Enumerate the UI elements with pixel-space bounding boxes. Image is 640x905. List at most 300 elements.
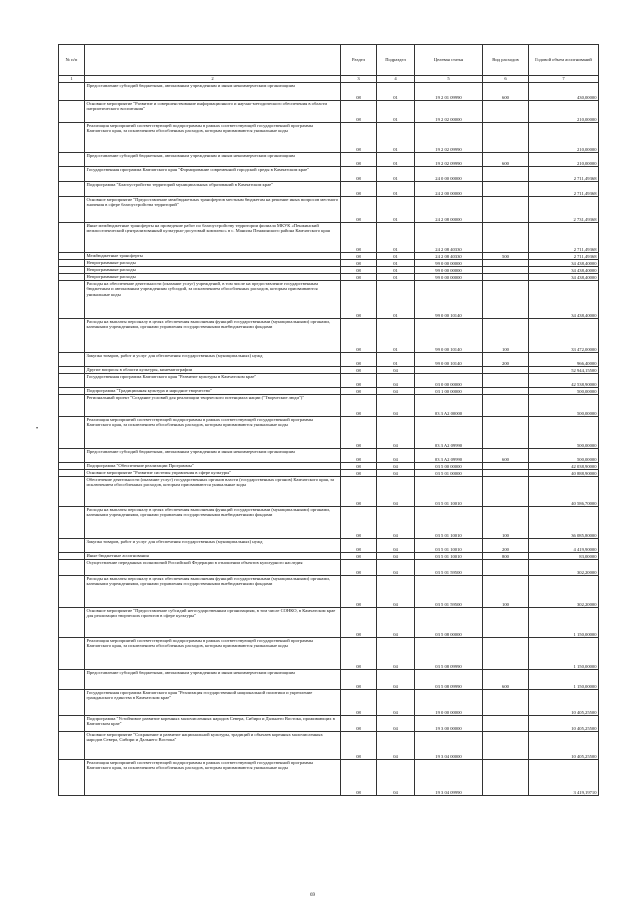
row-amount-cell: 3 419,19710	[529, 760, 599, 796]
row-podrazdel-cell: 04	[377, 470, 415, 477]
row-name-cell: Закупка товаров, работ и услуг для обеспечения государственных (муниципальных) нужд	[85, 539, 341, 553]
row-target-article-cell: 03 3 A2 00000	[415, 395, 483, 417]
row-podrazdel-cell: 01	[377, 267, 415, 274]
row-index-cell	[59, 374, 85, 388]
row-target-article-cell: 24 2 00 00000	[415, 182, 483, 197]
row-name-cell: Расходы на выплаты персоналу в целях обеспечения выполнения функций государственными (муниципальными) органами, казенными учреждениями, органами управления государственными внебюджетными фондами	[85, 507, 341, 539]
row-amount-cell: 33 472,00000	[529, 319, 599, 353]
row-amount-cell: 1 150,00000	[529, 670, 599, 690]
row-name-cell: Предоставление субсидий бюджетным, автономным учреждениям и иным некоммерческим организациям	[85, 670, 341, 690]
row-razdel-cell: 08	[341, 449, 377, 463]
row-amount-cell: 2 711,49368	[529, 182, 599, 197]
row-expense-type-cell	[483, 182, 529, 197]
table-row	[59, 353, 599, 367]
row-target-article-cell: 03 1 00 00000	[415, 388, 483, 395]
row-razdel-cell: 08	[341, 388, 377, 395]
row-amount-cell: 2 711,49368	[529, 223, 599, 253]
row-expense-type-cell	[483, 167, 529, 182]
margin-mark: •	[36, 426, 39, 432]
col-number: 4	[377, 76, 415, 83]
row-podrazdel-cell: 04	[377, 388, 415, 395]
row-expense-type-cell: 100	[483, 576, 529, 608]
row-podrazdel-cell: 01	[377, 197, 415, 223]
row-index-cell	[59, 470, 85, 477]
row-expense-type-cell	[483, 690, 529, 716]
row-podrazdel-cell: 04	[377, 507, 415, 539]
row-expense-type-cell	[483, 388, 529, 395]
row-index-cell	[59, 101, 85, 123]
row-index-cell	[59, 167, 85, 182]
row-amount-cell: 34 438,40000	[529, 281, 599, 319]
row-podrazdel-cell: 04	[377, 638, 415, 670]
row-amount-cell: 210,00000	[529, 101, 599, 123]
row-expense-type-cell	[483, 123, 529, 153]
row-podrazdel-cell: 01	[377, 274, 415, 281]
row-target-article-cell: 19 0 00 00000	[415, 690, 483, 716]
row-razdel-cell: 08	[341, 670, 377, 690]
row-index-cell	[59, 388, 85, 395]
row-amount-cell: 1 150,00000	[529, 638, 599, 670]
row-podrazdel-cell: 04	[377, 560, 415, 576]
row-expense-type-cell	[483, 560, 529, 576]
table-row	[59, 449, 599, 463]
row-podrazdel-cell: 04	[377, 539, 415, 553]
row-target-article-cell: 24 2 08 40330	[415, 223, 483, 253]
row-podrazdel-cell: 04	[377, 477, 415, 507]
header-expense-type: Вид расходов	[483, 45, 529, 76]
row-name-cell: Закупка товаров, работ и услуг для обеспечения государственных (муниципальных) нужд	[85, 353, 341, 367]
row-amount-cell: 42 538,90000	[529, 374, 599, 388]
row-razdel-cell: 08	[341, 477, 377, 507]
col-number: 3	[341, 76, 377, 83]
row-amount-cell: 10 405,25500	[529, 690, 599, 716]
row-name-cell: Непрограммные расходы	[85, 274, 341, 281]
row-expense-type-cell	[483, 638, 529, 670]
row-razdel-cell: 08	[341, 353, 377, 367]
row-razdel-cell: 08	[341, 395, 377, 417]
row-expense-type-cell	[483, 477, 529, 507]
table-row	[59, 576, 599, 608]
row-name-cell: Межбюджетные трансферты	[85, 253, 341, 260]
row-podrazdel-cell: 04	[377, 463, 415, 470]
row-amount-cell: 430,00000	[529, 83, 599, 101]
row-target-article-cell: 19 2 02 09990	[415, 153, 483, 167]
row-expense-type-cell	[483, 367, 529, 374]
row-razdel-cell: 08	[341, 507, 377, 539]
row-razdel-cell: 08	[341, 197, 377, 223]
row-amount-cell: 40 888,90000	[529, 470, 599, 477]
row-target-article-cell: 03 5 08 00000	[415, 608, 483, 638]
row-razdel-cell: 08	[341, 463, 377, 470]
row-name-cell: Другие вопросы в области культуры, кинематографии	[85, 367, 341, 374]
row-podrazdel-cell: 04	[377, 449, 415, 463]
row-podrazdel-cell: 01	[377, 319, 415, 353]
table-row	[59, 716, 599, 732]
row-podrazdel-cell: 04	[377, 670, 415, 690]
table-row	[59, 417, 599, 449]
row-expense-type-cell	[483, 101, 529, 123]
row-amount-cell: 302,20000	[529, 576, 599, 608]
row-expense-type-cell	[483, 223, 529, 253]
row-name-cell: Подпрограмма "Благоустройство территорий муниципальных образований в Камчатском крае"	[85, 182, 341, 197]
row-name-cell: Основное мероприятие "Развитие системы управления в сфере культуры"	[85, 470, 341, 477]
row-expense-type-cell: 600	[483, 153, 529, 167]
row-name-cell: Подпрограмма "Устойчивое развитие коренных малочисленных народов Севера, Сибири и Дальнего Востока, проживающих в Камчатском крае"	[85, 716, 341, 732]
row-index-cell	[59, 716, 85, 732]
row-razdel-cell: 08	[341, 223, 377, 253]
row-index-cell	[59, 281, 85, 319]
row-razdel-cell: 08	[341, 260, 377, 267]
row-podrazdel-cell: 04	[377, 732, 415, 760]
table-row	[59, 123, 599, 153]
header-row	[59, 45, 599, 76]
row-amount-cell: 1 150,00000	[529, 608, 599, 638]
col-number: 1	[59, 76, 85, 83]
row-podrazdel-cell: 01	[377, 101, 415, 123]
row-target-article-cell: 03 5 00 00000	[415, 463, 483, 470]
row-podrazdel-cell: 01	[377, 167, 415, 182]
row-index-cell	[59, 395, 85, 417]
row-podrazdel-cell: 01	[377, 123, 415, 153]
row-razdel-cell: 08	[341, 553, 377, 560]
row-name-cell: Реализация мероприятий соответствующей подпрограммы в рамках соответствующей государственной программы Камчатского края, за исключением обособленных расходов, которым присваиваются уникальные коды	[85, 417, 341, 449]
row-amount-cell: 34 438,40000	[529, 274, 599, 281]
row-expense-type-cell	[483, 732, 529, 760]
column-number-row	[59, 76, 599, 83]
row-amount-cell: 500,00000	[529, 395, 599, 417]
row-target-article-cell: 03 5 01 10010	[415, 507, 483, 539]
row-name-cell: Предоставление субсидий бюджетным, автономным учреждениям и иным некоммерческим организациям	[85, 449, 341, 463]
row-expense-type-cell	[483, 608, 529, 638]
row-name-cell: Подпрограмма "Традиционная культура и народное творчество"	[85, 388, 341, 395]
table-row	[59, 374, 599, 388]
table-row	[59, 260, 599, 267]
row-target-article-cell: 03 0 00 00000	[415, 374, 483, 388]
table-row	[59, 182, 599, 197]
table-row	[59, 690, 599, 716]
row-expense-type-cell	[483, 395, 529, 417]
row-razdel-cell: 08	[341, 732, 377, 760]
row-amount-cell: 42 038,90000	[529, 463, 599, 470]
row-razdel-cell: 08	[341, 153, 377, 167]
table-row	[59, 388, 599, 395]
row-name-cell: Реализация мероприятий соответствующей подпрограммы в рамках соответствующей государственной программы Камчатского края, за исключением обособленных расходов, которым присваиваются уникальные коды	[85, 123, 341, 153]
row-index-cell	[59, 367, 85, 374]
table-row	[59, 367, 599, 374]
row-razdel-cell: 08	[341, 417, 377, 449]
table-row	[59, 638, 599, 670]
row-amount-cell: 10 405,25500	[529, 716, 599, 732]
row-amount-cell: 500,00000	[529, 388, 599, 395]
row-target-article-cell: 03 5 01 10010	[415, 539, 483, 553]
row-index-cell	[59, 123, 85, 153]
table-row	[59, 197, 599, 223]
row-name-cell: Осуществление переданных полномочий Российской Федерации в отношении объектов культурного наследия	[85, 560, 341, 576]
header-num: № п/п	[59, 45, 85, 76]
row-razdel-cell: 08	[341, 281, 377, 319]
row-index-cell	[59, 253, 85, 260]
col-number: 5	[415, 76, 483, 83]
row-expense-type-cell: 600	[483, 449, 529, 463]
table-row	[59, 760, 599, 796]
row-target-article-cell: 19 2 02 09990	[415, 123, 483, 153]
table-row	[59, 153, 599, 167]
row-target-article-cell: 19 2 01 09990	[415, 83, 483, 101]
row-target-article-cell: 99 0 00 10140	[415, 319, 483, 353]
row-index-cell	[59, 507, 85, 539]
row-podrazdel-cell: 01	[377, 182, 415, 197]
row-podrazdel-cell: 04	[377, 690, 415, 716]
row-target-article-cell: 03 5 01 10010	[415, 553, 483, 560]
row-podrazdel-cell: 04	[377, 608, 415, 638]
table-row	[59, 560, 599, 576]
row-target-article-cell: 19 3 04 00000	[415, 732, 483, 760]
row-podrazdel-cell: 04	[377, 760, 415, 796]
table-row	[59, 477, 599, 507]
row-razdel-cell: 08	[341, 539, 377, 553]
row-target-article-cell: 99 0 00 00000	[415, 260, 483, 267]
row-name-cell: Расходы на обеспечение деятельности (оказание услуг) учреждений, в том числе на предоставление государственным бюджетным и автономным учреждениям субсидий, за исключением обособленных расходов, которым присваиваются уникальные коды	[85, 281, 341, 319]
row-podrazdel-cell: 04	[377, 395, 415, 417]
row-target-article-cell: 03 5 01 00000	[415, 470, 483, 477]
row-podrazdel-cell: 04	[377, 367, 415, 374]
row-amount-cell: 2 731,49368	[529, 197, 599, 223]
header-annual-amount: Годовой объем ассигнований	[529, 45, 599, 76]
row-name-cell: Предоставление субсидий бюджетным, автономным учреждениям и иным некоммерческим организациям	[85, 153, 341, 167]
row-index-cell	[59, 670, 85, 690]
row-target-article-cell: 03 3 A2 09990	[415, 417, 483, 449]
row-podrazdel-cell: 04	[377, 417, 415, 449]
row-amount-cell: 966,40000	[529, 353, 599, 367]
row-expense-type-cell: 600	[483, 83, 529, 101]
row-target-article-cell: 03 5 08 09990	[415, 670, 483, 690]
row-target-article-cell: 99 0 00 00000	[415, 267, 483, 274]
table-row	[59, 608, 599, 638]
row-expense-type-cell: 600	[483, 670, 529, 690]
row-index-cell	[59, 760, 85, 796]
table-body	[59, 83, 599, 796]
row-expense-type-cell: 200	[483, 353, 529, 367]
row-target-article-cell: 99 0 00 00000	[415, 274, 483, 281]
row-target-article-cell	[415, 367, 483, 374]
table-row	[59, 253, 599, 260]
row-amount-cell: 52 944,15500	[529, 367, 599, 374]
row-podrazdel-cell: 04	[377, 553, 415, 560]
row-index-cell	[59, 463, 85, 470]
row-name-cell: Реализация мероприятий соответствующей подпрограммы в рамках соответствующей государственной программы Камчатского края, за исключением обособленных расходов, которым присваиваются уникальные коды	[85, 760, 341, 796]
row-name-cell: Предоставление субсидий бюджетным, автономным учреждениям и иным некоммерческим организациям	[85, 83, 341, 101]
budget-table-sheet	[58, 44, 598, 796]
row-index-cell	[59, 690, 85, 716]
row-index-cell	[59, 732, 85, 760]
table-row	[59, 507, 599, 539]
row-name-cell: Расходы на выплаты персоналу в целях обеспечения выполнения функций государственными (муниципальными) органами, казенными учреждениями, органами управления государственными внебюджетными фондами	[85, 576, 341, 608]
row-target-article-cell: 19 2 02 00000	[415, 101, 483, 123]
table-row	[59, 670, 599, 690]
row-amount-cell: 2 711,49368	[529, 167, 599, 182]
row-index-cell	[59, 353, 85, 367]
row-amount-cell: 2 711,49368	[529, 253, 599, 260]
row-razdel-cell: 08	[341, 690, 377, 716]
row-target-article-cell: 24 2 08 40330	[415, 253, 483, 260]
row-name-cell: Основное мероприятие "Развитие и совершенствование информационного и научно-методического обеспечения в области патриотического воспитания"	[85, 101, 341, 123]
table-row	[59, 319, 599, 353]
row-name-cell: Государственная программа Камчатского края "Формирование современной городской среды в Камчатском крае"	[85, 167, 341, 182]
row-index-cell	[59, 417, 85, 449]
row-expense-type-cell: 800	[483, 553, 529, 560]
row-target-article-cell: 24 0 00 00000	[415, 167, 483, 182]
row-amount-cell: 34 438,40000	[529, 260, 599, 267]
page-number: 69	[310, 893, 315, 898]
row-razdel-cell: 08	[341, 319, 377, 353]
row-expense-type-cell	[483, 463, 529, 470]
row-expense-type-cell: 100	[483, 507, 529, 539]
header-podrazdel: Подраздел	[377, 45, 415, 76]
row-razdel-cell: 08	[341, 716, 377, 732]
row-podrazdel-cell: 01	[377, 153, 415, 167]
header-target-article: Целевая статья	[415, 45, 483, 76]
row-name-cell: Основное мероприятие "Сохранение и развитие национальной культуры, традиций и обычаев коренных малочисленных народов Севера, Сибири и Дальнего Востока"	[85, 732, 341, 760]
table-row	[59, 553, 599, 560]
table-row	[59, 167, 599, 182]
row-razdel-cell: 08	[341, 123, 377, 153]
row-razdel-cell: 08	[341, 367, 377, 374]
row-index-cell	[59, 274, 85, 281]
row-razdel-cell: 08	[341, 760, 377, 796]
col-number: 7	[529, 76, 599, 83]
row-index-cell	[59, 153, 85, 167]
row-razdel-cell: 08	[341, 167, 377, 182]
row-name-cell: Расходы на выплаты персоналу в целях обеспечения выполнения функций государственными (муниципальными) органами, казенными учреждениями, органами управления государственными внебюджетными фондами	[85, 319, 341, 353]
row-target-article-cell: 03 5 01 10010	[415, 477, 483, 507]
row-expense-type-cell	[483, 374, 529, 388]
row-target-article-cell: 03 5 08 09990	[415, 638, 483, 670]
row-amount-cell: 36 085,80000	[529, 507, 599, 539]
row-amount-cell: 500,00000	[529, 449, 599, 463]
row-podrazdel-cell: 04	[377, 716, 415, 732]
row-index-cell	[59, 576, 85, 608]
row-name-cell: Региональный проект "Создание условий для реализации творческого потенциала нации ("Творческие люди")"	[85, 395, 341, 417]
row-index-cell	[59, 560, 85, 576]
row-podrazdel-cell: 01	[377, 281, 415, 319]
row-index-cell	[59, 223, 85, 253]
row-expense-type-cell	[483, 274, 529, 281]
row-target-article-cell: 99 0 00 10140	[415, 281, 483, 319]
row-expense-type-cell	[483, 470, 529, 477]
row-index-cell	[59, 197, 85, 223]
row-amount-cell: 34 438,40000	[529, 267, 599, 274]
row-name-cell: Иные межбюджетные трансферты на проведение работ по благоустройству территории филиала МКУК «Пенжинский межпоселенческий централизованный культурно-досуговый комплекс» в с. Манилы Пенжинского района Камчатского края	[85, 223, 341, 253]
row-expense-type-cell	[483, 260, 529, 267]
row-expense-type-cell: 500	[483, 253, 529, 260]
row-amount-cell: 83,00000	[529, 553, 599, 560]
row-index-cell	[59, 477, 85, 507]
row-name-cell: Обеспечение деятельности (оказание услуг) государственных органов власти (государственных органов) Камчатского края, за исключением обособленных расходов, которым присваиваются уникальные коды	[85, 477, 341, 507]
row-index-cell	[59, 83, 85, 101]
row-podrazdel-cell: 04	[377, 374, 415, 388]
row-razdel-cell: 08	[341, 560, 377, 576]
table-row	[59, 470, 599, 477]
row-expense-type-cell	[483, 197, 529, 223]
row-podrazdel-cell: 01	[377, 223, 415, 253]
row-target-article-cell: 03 5 01 59500	[415, 560, 483, 576]
row-razdel-cell: 08	[341, 101, 377, 123]
table-row	[59, 281, 599, 319]
table-row	[59, 395, 599, 417]
row-index-cell	[59, 608, 85, 638]
table-row	[59, 101, 599, 123]
col-number: 6	[483, 76, 529, 83]
row-razdel-cell: 08	[341, 182, 377, 197]
row-expense-type-cell	[483, 417, 529, 449]
row-name-cell: Непрограммные расходы	[85, 267, 341, 274]
row-razdel-cell: 08	[341, 576, 377, 608]
row-razdel-cell: 08	[341, 608, 377, 638]
row-podrazdel-cell: 01	[377, 353, 415, 367]
row-index-cell	[59, 539, 85, 553]
row-index-cell	[59, 553, 85, 560]
row-amount-cell: 210,00000	[529, 153, 599, 167]
row-name-cell: Государственная программа Камчатского края "Развитие культуры в Камчатском крае"	[85, 374, 341, 388]
row-razdel-cell: 08	[341, 267, 377, 274]
row-amount-cell: 210,00000	[529, 123, 599, 153]
table-row	[59, 463, 599, 470]
row-expense-type-cell	[483, 716, 529, 732]
row-target-article-cell: 19 3 00 00000	[415, 716, 483, 732]
row-index-cell	[59, 319, 85, 353]
header-name	[85, 45, 341, 76]
table-row	[59, 732, 599, 760]
header-razdel: Раздел	[341, 45, 377, 76]
row-amount-cell: 302,20000	[529, 560, 599, 576]
row-name-cell: Основное мероприятие "Предоставление межбюджетных трансфертов местным бюджетам на решение иных вопросов местного значения в сфере благоустройства территорий"	[85, 197, 341, 223]
row-index-cell	[59, 260, 85, 267]
col-number: 2	[85, 76, 341, 83]
row-name-cell: Иные бюджетные ассигнования	[85, 553, 341, 560]
row-razdel-cell: 08	[341, 374, 377, 388]
table-row	[59, 83, 599, 101]
row-index-cell	[59, 267, 85, 274]
row-amount-cell: 40 586,70000	[529, 477, 599, 507]
row-target-article-cell: 24 2 08 00000	[415, 197, 483, 223]
row-razdel-cell: 08	[341, 470, 377, 477]
row-podrazdel-cell: 01	[377, 253, 415, 260]
row-razdel-cell: 08	[341, 638, 377, 670]
row-podrazdel-cell: 04	[377, 576, 415, 608]
row-expense-type-cell	[483, 267, 529, 274]
row-name-cell: Государственная программа Камчатского края "Реализация государственной национальной политики и укрепление гражданского единства в Камчатском крае"	[85, 690, 341, 716]
table-row	[59, 267, 599, 274]
row-expense-type-cell	[483, 760, 529, 796]
row-razdel-cell: 08	[341, 274, 377, 281]
row-name-cell: Непрограммные расходы	[85, 260, 341, 267]
row-target-article-cell: 03 5 01 59500	[415, 576, 483, 608]
row-name-cell: Основное мероприятие "Предоставление субсидий негосударственным организациям, в том числе СОНКО, в Камчатском крае для реализации творческих проектов в сфере культуры"	[85, 608, 341, 638]
table-row	[59, 539, 599, 553]
table-row	[59, 223, 599, 253]
row-target-article-cell: 99 0 00 10140	[415, 353, 483, 367]
row-amount-cell: 10 405,25500	[529, 732, 599, 760]
row-expense-type-cell: 200	[483, 539, 529, 553]
row-index-cell	[59, 638, 85, 670]
budget-table	[58, 44, 599, 796]
row-amount-cell: 4 419,90000	[529, 539, 599, 553]
row-podrazdel-cell: 01	[377, 83, 415, 101]
row-index-cell	[59, 449, 85, 463]
row-razdel-cell: 08	[341, 83, 377, 101]
table-row	[59, 274, 599, 281]
row-amount-cell: 500,00000	[529, 417, 599, 449]
